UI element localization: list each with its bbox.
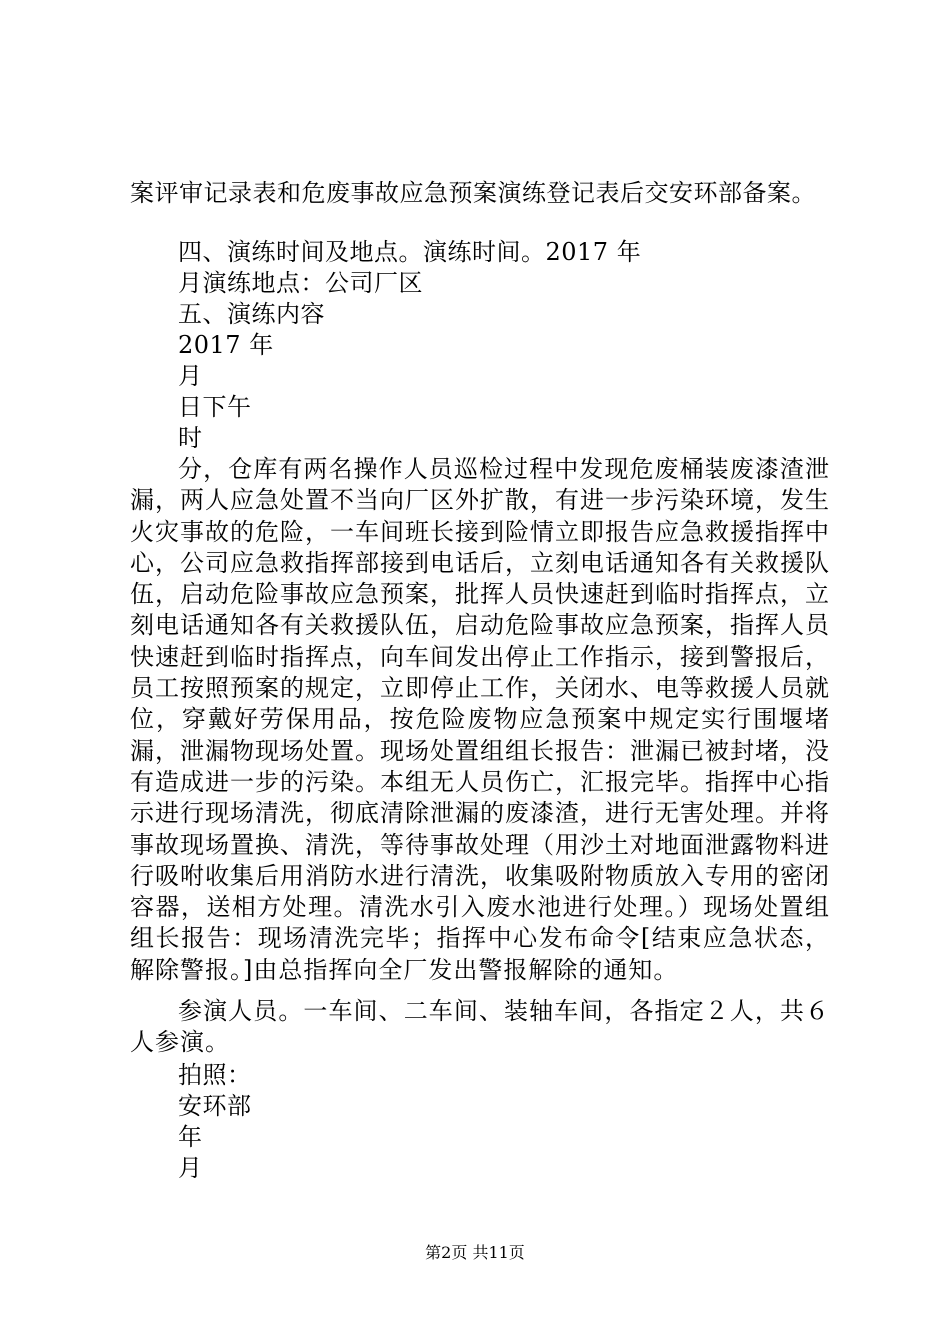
date-year-line: 2017 年: [178, 331, 274, 359]
date-month-line: 月: [178, 362, 203, 390]
page-number-footer: 第2页 共11页: [425, 1243, 525, 1262]
drill-content-paragraph: 分，仓库有两名操作人员巡检过程中发现危废桶装废漆渣泄漏，两人应急处置不当向厂区外扩散，有进一步污染环境，发生火灾事故的危险，一车间班长接到险情立即报告应急救援指挥中心，公司应急救指挥部接到电话后，立刻电话通知各有关救援队伍，启动危险事故应急预案，批挥人员快速赶到临时指挥点，立刻电话通知各有关救援队伍，启动危险事故应急预案，指挥人员快速赶到临时指挥点，向车间发出停止工作指示，接到警报后，员工按照预案的规定，立即停止工作，关闭水、电等救援人员就位，穿戴好劳保用品，按危险废物应急预案中规定实行围堰堵漏，泄漏物现场处置。现场处置组组长报告：泄漏已被封堵，没有造成进一步的污染。本组无人员伤亡，汇报完毕。指挥中心指示进行现场清洗，彻底清除泄漏的废漆渣，进行无害处理。并将事故现场置换、清洗，等待事故处理（用沙土对地面泄露物料进行吸咐收集后用消防水进行清洗，收集吸附物质放入专用的密闭容器，送相方处理。清洗水引入废水池进行处理。）现场处置组组长报告：现场清洗完毕；指挥中心发布命令[结束应急状态，解除警报。]由总指挥向全厂发出警报解除的通知。: [130, 455, 830, 984]
section-five-heading: 五、演练内容: [178, 300, 325, 328]
text-line-record: 案评审记录表和危废事故应急预案演练登记表后交安环部备案。: [130, 179, 816, 207]
section-four-heading: 四、演练时间及地点。演练时间。2017 年: [178, 238, 642, 266]
participants-paragraph: 参演人员。一车间、二车间、装轴车间，各指定２人，共６人参演。: [130, 997, 830, 1057]
signature-month: 月: [178, 1154, 203, 1182]
photo-label: 拍照：: [178, 1061, 252, 1089]
date-day-line: 日下午: [178, 393, 252, 421]
signature-year: 年: [178, 1123, 203, 1151]
department-label: 安环部: [178, 1092, 252, 1120]
drill-location-line: 月演练地点：公司厂区: [178, 269, 423, 297]
date-hour-line: 时: [178, 424, 203, 452]
